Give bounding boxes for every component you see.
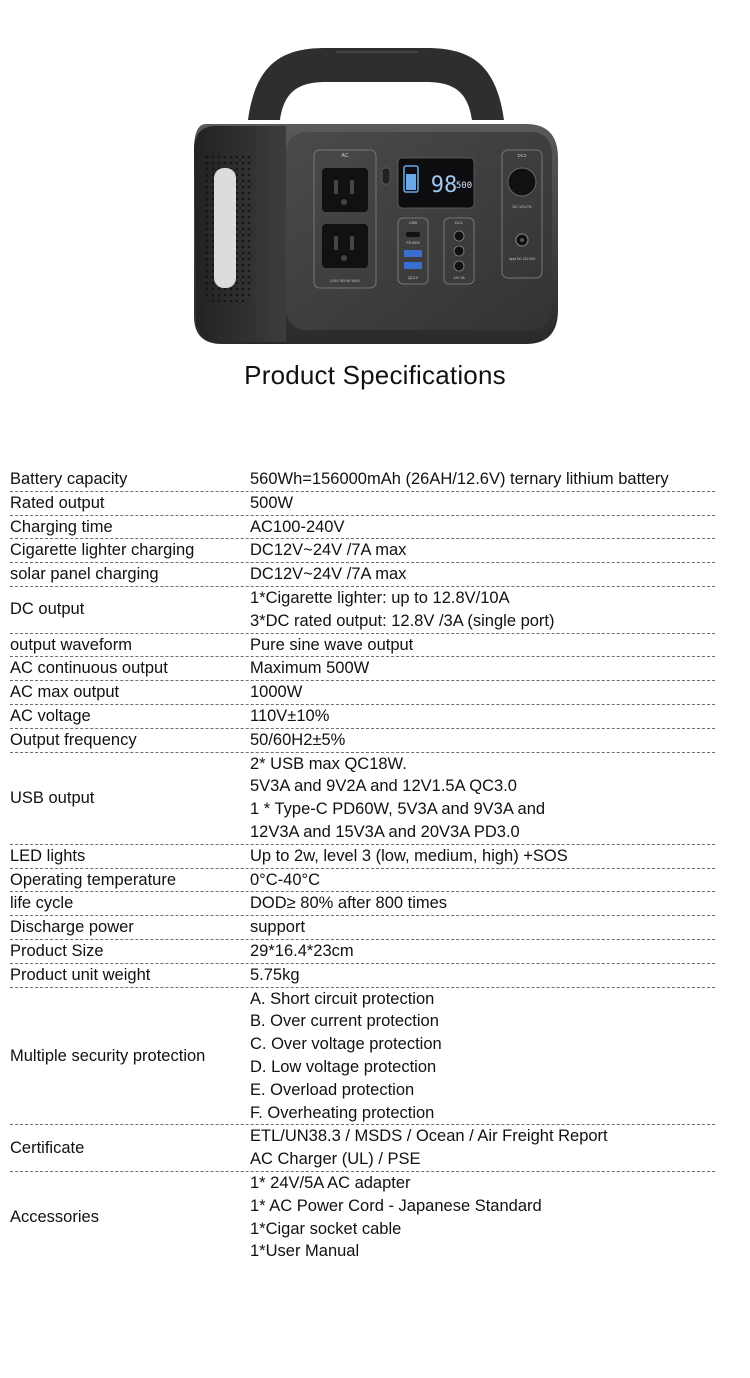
spec-table — [10, 468, 715, 1263]
spec-row — [10, 729, 715, 753]
usb-c-port — [406, 232, 420, 237]
ac-outlet-1 — [322, 168, 368, 212]
spec-row — [10, 988, 715, 1126]
dc-input-label: Input DC 12V-24V — [508, 257, 536, 261]
dc-port-1 — [454, 231, 464, 241]
spec-value — [250, 845, 715, 868]
spec-value — [250, 753, 715, 844]
spec-value — [250, 1125, 715, 1171]
spec-row — [10, 892, 715, 916]
handle — [248, 48, 504, 120]
spec-row — [10, 492, 715, 516]
spec-value-line: E. Overload protection — [250, 1080, 415, 1099]
spec-value-line: 1*User Manual — [250, 1242, 360, 1261]
spec-value-line: DC12V~24V /7A max — [250, 541, 407, 560]
spec-value-line: 110V±10% — [250, 706, 330, 725]
spec-label: Accessories — [10, 1208, 99, 1227]
power-button — [382, 168, 390, 184]
spec-value-line: support — [250, 918, 306, 937]
car-port-label: DC 12V/7A — [512, 205, 532, 209]
spec-value-line: DC12V~24V /7A max — [250, 565, 407, 584]
spec-value-line: 1000W — [250, 683, 303, 702]
spec-value — [250, 892, 715, 915]
spec-value-line: 12V3A and 15V3A and 20V3A PD3.0 — [250, 822, 520, 841]
display-watts: 500 — [455, 181, 473, 191]
dc1-label: DC1 — [454, 220, 464, 225]
spec-label: AC max output — [10, 683, 120, 702]
spec-label: Charging time — [10, 517, 113, 536]
spec-value — [250, 539, 715, 562]
usb-a-port-2 — [404, 262, 422, 269]
spec-value-line: 1*Cigar socket cable — [250, 1219, 402, 1238]
spec-value-line: Pure sine wave output — [250, 635, 414, 654]
spec-row — [10, 964, 715, 988]
spec-value — [250, 516, 715, 539]
spec-label: Rated output — [10, 493, 105, 512]
usb-a-port-1 — [404, 250, 422, 257]
power-station-image — [186, 40, 572, 348]
spec-label: Certificate — [10, 1138, 85, 1157]
dc-port-2 — [454, 246, 464, 256]
spec-row — [10, 1125, 715, 1172]
spec-value-line: A. Short circuit protection — [250, 989, 435, 1008]
spec-value — [250, 729, 715, 752]
spec-label: solar panel charging — [10, 565, 159, 584]
dc-port-3 — [454, 261, 464, 271]
spec-label: Cigarette lighter charging — [10, 541, 195, 560]
spec-value-line: 1 * Type-C PD60W, 5V3A and 9V3A and — [250, 800, 546, 819]
led-light — [214, 168, 236, 288]
spec-value-line: AC Charger (UL) / PSE — [250, 1150, 421, 1169]
spec-value — [250, 964, 715, 987]
dc2-label: DC2 — [517, 153, 527, 158]
spec-value-line: 1* AC Power Cord - Japanese Standard — [250, 1196, 542, 1215]
spec-row — [10, 587, 715, 634]
spec-value-line: 50/60H2±5% — [250, 730, 346, 749]
spec-value-line: C. Over voltage protection — [250, 1035, 442, 1054]
spec-row — [10, 705, 715, 729]
spec-value-line: 5.75kg — [250, 965, 300, 984]
spec-value-line: AC100-240V — [250, 517, 345, 536]
spec-label: DC output — [10, 600, 85, 619]
spec-value — [250, 634, 715, 657]
spec-value-line: 2* USB max QC18W. — [250, 754, 407, 773]
spec-value — [250, 657, 715, 680]
cigarette-lighter-port — [508, 168, 536, 196]
spec-label: Discharge power — [10, 918, 134, 937]
spec-row — [10, 516, 715, 540]
spec-value-line: 560Wh=156000mAh (26AH/12.6V) ternary lithium battery — [250, 470, 669, 488]
spec-value-line: 29*16.4*23cm — [250, 941, 354, 960]
ac-rating-label: 110V 500W MAX — [329, 278, 361, 283]
spec-value-line: 1*Cigarette lighter: up to 12.8V/10A — [250, 588, 510, 607]
spec-row — [10, 468, 715, 492]
spec-value — [250, 988, 715, 1125]
spec-label: Product Size — [10, 941, 104, 960]
spec-label: Operating temperature — [10, 870, 177, 889]
spec-value-line: B. Over current protection — [250, 1012, 439, 1031]
spec-row — [10, 634, 715, 658]
spec-value — [250, 940, 715, 963]
spec-row — [10, 940, 715, 964]
spec-value — [250, 468, 715, 491]
spec-row — [10, 681, 715, 705]
spec-label: Multiple security protection — [10, 1046, 206, 1065]
spec-value — [250, 916, 715, 939]
spec-value — [250, 587, 715, 633]
spec-value — [250, 492, 715, 515]
spec-row — [10, 869, 715, 893]
spec-value-line: Maximum 500W — [250, 659, 370, 678]
spec-value — [250, 681, 715, 704]
spec-row — [10, 753, 715, 845]
spec-row — [10, 539, 715, 563]
usb-label: USB — [408, 220, 418, 225]
spec-label: AC continuous output — [10, 659, 168, 678]
spec-value-line: 0°C-40°C — [250, 870, 321, 889]
spec-row — [10, 845, 715, 869]
spec-value — [250, 1172, 715, 1263]
spec-label: Battery capacity — [10, 470, 128, 488]
spec-value — [250, 869, 715, 892]
spec-label: Product unit weight — [10, 965, 151, 984]
ac-outlet-2 — [322, 224, 368, 268]
page-title: Product Specifications — [244, 360, 506, 390]
ac-label: AC — [341, 153, 349, 159]
usb-qc-label: QC3.0 — [407, 276, 419, 280]
spec-row — [10, 563, 715, 587]
spec-value-line: F. Overheating protection — [250, 1103, 435, 1122]
spec-value-line: 1* 24V/5A AC adapter — [250, 1173, 411, 1192]
spec-label: AC voltage — [10, 706, 91, 725]
spec-row — [10, 657, 715, 681]
spec-value-line: Up to 2w, level 3 (low, medium, high) +SOS — [250, 846, 568, 865]
spec-value-line: 5V3A and 9V2A and 12V1.5A QC3.0 — [250, 777, 517, 796]
spec-value — [250, 563, 715, 586]
spec-value-line: ETL/UN38.3 / MSDS / Ocean / Air Freight Report — [250, 1127, 608, 1146]
spec-label: Output frequency — [10, 730, 137, 749]
usb-pd-label: PD 60W — [406, 241, 420, 245]
spec-value — [250, 705, 715, 728]
spec-value-line: D. Low voltage protection — [250, 1057, 437, 1076]
display-percent: 98 — [430, 173, 458, 198]
spec-label: USB output — [10, 788, 95, 807]
spec-label: output waveform — [10, 635, 132, 654]
spec-label: life cycle — [10, 894, 74, 913]
dc-rating-label: 12V 3A — [453, 276, 465, 280]
spec-value-line: 500W — [250, 493, 294, 512]
spec-value-line: 3*DC rated output: 12.8V /3A (single port) — [250, 611, 555, 630]
spec-label: LED lights — [10, 846, 86, 865]
spec-row — [10, 1172, 715, 1263]
spec-row — [10, 916, 715, 940]
spec-value-line: DOD≥ 80% after 800 times — [250, 894, 448, 913]
